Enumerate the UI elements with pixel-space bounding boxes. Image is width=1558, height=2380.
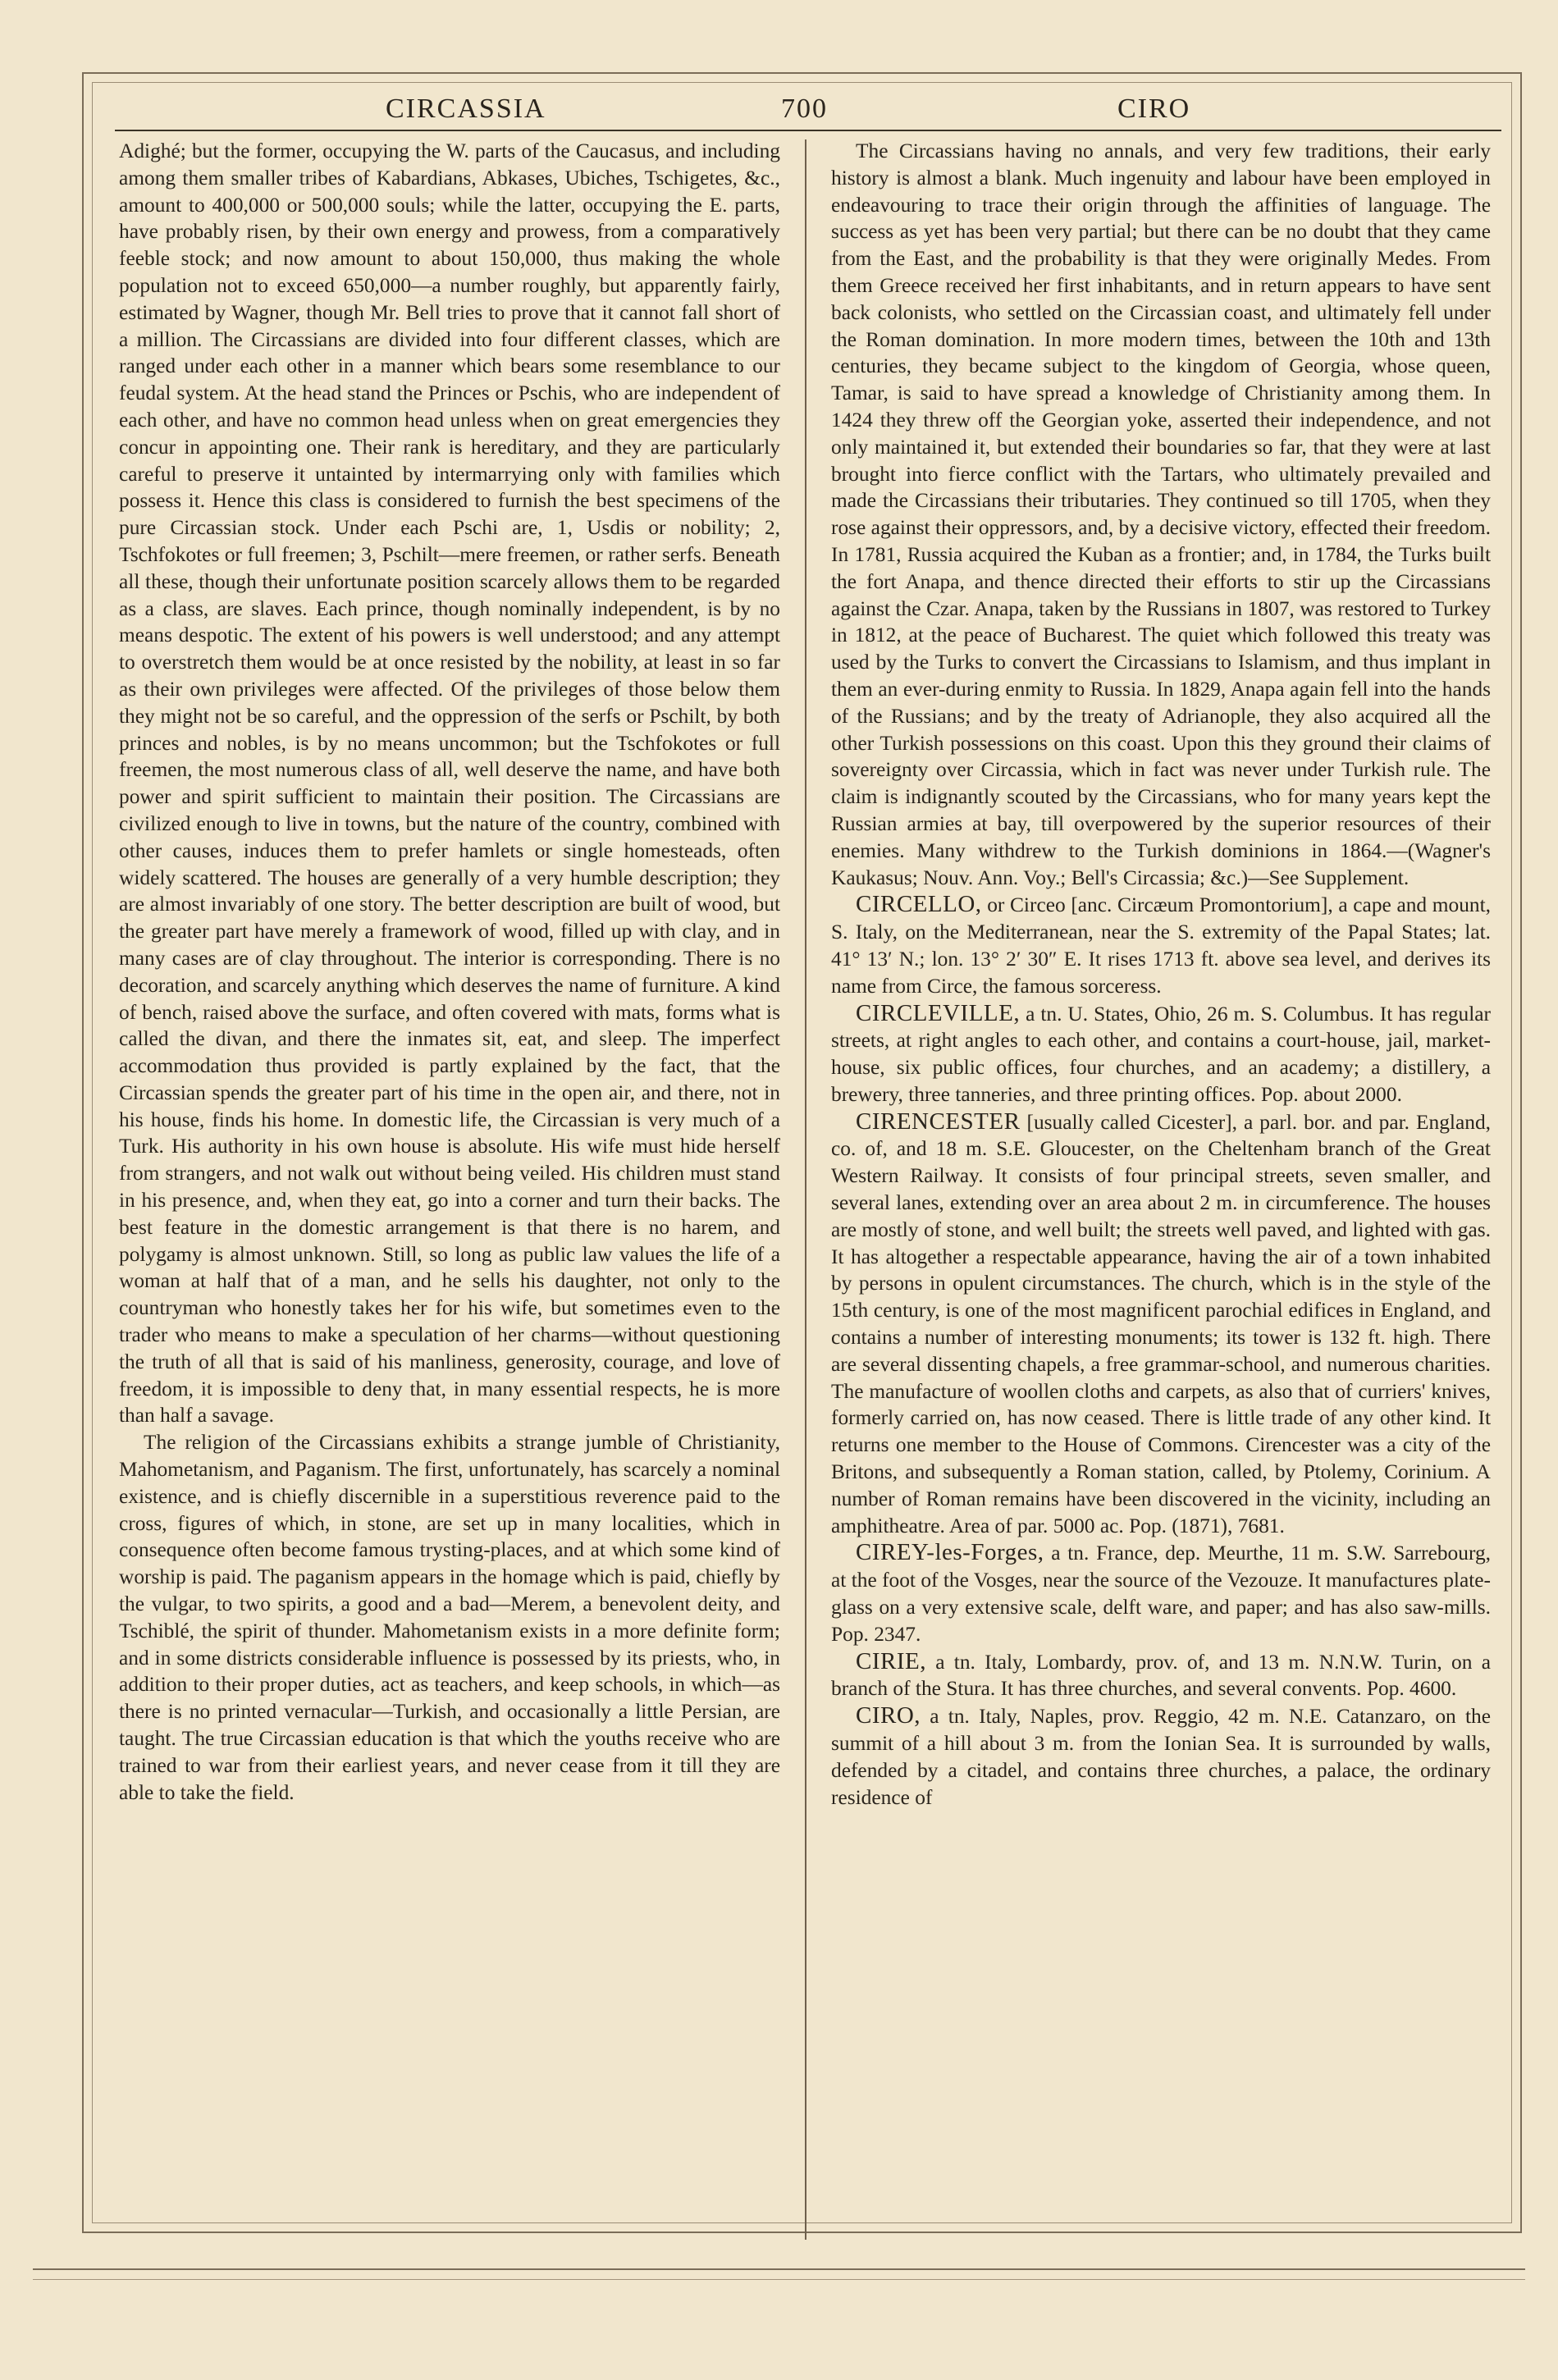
running-header [115, 94, 1493, 135]
entry-cirie [831, 1648, 1491, 1703]
paragraph-circassian-history: The Circassians having no annals, and very few traditions, their early history is almost a blank. Much ingenuity and labour have been employed in endeavouring to trace their origin through the affinities of language. The success as yet has been very partial; but there can be no doubt that they came from the East, and the probability is that they were originally Medes. From them Greece received her first inhabitants, and in return appears to have sent back colonists, who settled on the Circassian coast, and ultimately fell under the Roman domination. In more modern times, between the 10th and 13th centuries, they became subject to the kingdom of Georgia, whose queen, Tamar, is said to have spread a knowledge of Christianity among them. In 1424 they threw off the Georgian yoke, asserted their independence, and not only maintained it, but extended their boundaries so far, that they were at last brought into fierce conflict with the Tartars, who ultimately prevailed and made the Circassians their tributaries. They continued so till 1705, when they rose against their oppressors, and, by a decisive victory, effected their freedom. In 1781, Russia acquired the Kuban as a frontier; and, in 1784, the Turks built the fort Anapa, and thence directed their efforts to stir up the Circassians against the Czar. Anapa, taken by the Russians in 1807, was restored to Turkey in 1812, at the peace of Bucharest. The quiet which followed this treaty was used by the Turks to convert the Circassians to Islamism, and thus implant in them an ever-during enmity to Russia. In 1829, Anapa again fell into the hands of the Russians; and by the treaty of Adrianople, they also acquired all the other Turkish possessions on this coast. Upon this they ground their claims of sovereignty over Circassia, which in fact was never under Turkish rule. The claim is indignantly scouted by the Circassians, who for many years kept the Russian armies at bay, till overpowered by the superior resources of their enemies. Many withdrew to the Turkish dominions in 1864.—(Wagner's Kaukasus; Nouv. Ann. Voy.; Bell's Circassia; &c.)—See Supplement. [831, 139, 1491, 889]
header-right-word: CIRO [1117, 94, 1191, 124]
entry-cirencester [831, 1108, 1491, 1540]
headword-cirencester: CIRENCESTER [856, 1108, 1021, 1135]
headword-cirie: CIRIE, [856, 1647, 926, 1674]
bottom-rule [33, 2268, 1525, 2270]
headword-circello: CIRCELLO, [856, 891, 982, 918]
right-column [831, 138, 1491, 2230]
entry-cirencester-body: [usually called Cicester], a parl. bor. and par. England, co. of, and 18 m. S.E. Gloucester, on the Cheltenham branch of the Great Western Railway. It consists of four principal streets, seven smaller, and several lanes, extending over an area about 2 m. in circumference. The houses are mostly of stone, and well built; the streets well paved, and lighted with gas. It has altogether a respectable appearance, having the air of a town inhabited by persons in opulent circumstances. The church, which is in the style of the 15th century, is one of the most magnificent parochial edifices in England, and contains a number of interesting monuments; its tower is 132 ft. high. There are several dissenting chapels, a free grammar-school, and numerous charities. The manufacture of woollen cloths and carpets, as also that of curriers' knives, formerly carried on, has now ceased. There is little trade of any other kind. It returns one member to the House of Commons. Cirencester was a city of the Britons, and subsequently a Roman station, called, by Ptolemy, Corinium. A number of Roman remains have been discovered in the vicinity, including an amphitheatre. Area of par. 5000 ac. Pop. (1871), 7681. [831, 1110, 1491, 1537]
header-left-word: CIRCASSIA [386, 94, 546, 124]
entry-circleville-body: a tn. U. States, Ohio, 26 m. S. Columbus. It has regular streets, at right angles to each other, and contains a court-house, jail, market-house, six public offices, four churches, and an academy; a distillery, a brewery, three tanneries, and three printing offices. Pop. about 2000. [831, 1002, 1491, 1106]
header-rule [115, 130, 1501, 131]
entry-circleville [831, 1000, 1491, 1108]
entry-ciro [831, 1702, 1491, 1811]
headword-cirey: CIREY-les-Forges, [856, 1539, 1044, 1566]
bottom-rule-thin [33, 2279, 1525, 2280]
left-column [119, 138, 780, 2230]
page-number: 700 [781, 94, 828, 124]
paragraph-circassian-religion: The religion of the Circassians exhibits a strange jumble of Christianity, Mahometanism, and Paganism. The first, unfortunately, has scarcely a nominal existence, and is chiefly discernible in a superstitious reverence paid to the cross, figures of which, in stone, are set up in many localities, which in consequence often become famous trysting-places, and at which some kind of worship is paid. The paganism appears in the homage which is paid, chiefly by the vulgar, to two spirits, a good and a bad—Merem, a benevolent deity, and Tschiblé, the spirit of thunder. Mahometanism exists in a more definite form; and in some districts considerable influence is possessed by its priests, who, in addition to their proper duties, act as teachers, and keep schools, in which—as there is no printed vernacular—Turkish, and occasionally a little Persian, are taught. The true Circassian education is that which the youths receive who are trained to war from their earliest years, and never cease from it till they are able to take the field. [119, 1431, 780, 1804]
entry-cirey-body: a tn. France, dep. Meurthe, 11 m. S.W. Sarrebourg, at the foot of the Vosges, near the source of the Vezouze. It manufactures plate-glass on a very extensive scale, delft ware, and paper; and has also saw-mills. Pop. 2347. [831, 1542, 1491, 1646]
entry-ciro-body: a tn. Italy, Naples, prov. Reggio, 42 m. N.E. Catanzaro, on the summit of a hill about 3 m. from the Ionian Sea. It is surrounded by walls, defended by a citadel, and contains three churches, a palace, the ordinary residence of [831, 1705, 1491, 1809]
entry-cirey [831, 1539, 1491, 1647]
paragraph-circassian-classes: Adighé; but the former, occupying the W. parts of the Caucasus, and including among them smaller tribes of Kabardians, Abkases, Ubiches, Tschigetes, &c., amount to 400,000 or 500,000 souls; while the latter, occupying the E. parts, have probably risen, by their own energy and prowess, from a comparatively feeble stock; and now amount to about 150,000, thus making the whole population not to exceed 650,000—a number roughly, but apparently fairly, estimated by Wagner, though Mr. Bell tries to prove that it cannot fall short of a million. The Circassians are divided into four different classes, which are ranged under each other in a manner which bears some resemblance to our feudal system. At the head stand the Princes or Pschis, who are independent of each other, and have no common head unless when on great emergencies they concur in appointing one. Their rank is hereditary, and they are particularly careful to preserve it untainted by intermarrying only with families which possess it. Hence this class is considered to furnish the best specimens of the pure Circassian stock. Under each Pschi are, 1, Usdis or nobility; 2, Tschfokotes or full freemen; 3, Pschilt—mere freemen, or rather serfs. Beneath all these, though their unfortunate position scarcely allows them to be regarded as a class, are slaves. Each prince, though nominally independent, is by no means despotic. The extent of his powers is well understood; and any attempt to overstretch them would be at once resisted by the nobility, at least in so far as their own privileges were affected. Of the privileges of those below them they might not be so careful, and the oppression of the serfs or Pschilt, by both princes and nobles, is by no means uncommon; but the Tschfokotes or full freemen, the most numerous class of all, well deserve the name, and have both power and spirit sufficient to maintain their position. The Circassians are civilized enough to live in towns, but the nature of the country, combined with other causes, induces them to prefer hamlets or single homesteads, often widely scattered. The houses are generally of a very humble description; they are almost invariably of one story. The better description are built of wood, but the greater part have merely a framework of wood, filled up with clay, and in many cases are of clay throughout. The interior is corresponding. There is no decoration, and scarcely anything which deserves the name of furniture. A kind of bench, raised above the surface, and often covered with mats, forms what is called the divan, and there the inmates sit, eat, and sleep. The imperfect accommodation thus provided is partly explained by the fact, that the Circassian spends the greater part of his time in the open air, and there, not in his house, finds his home. In domestic life, the Circassian is very much of a Turk. His authority in his own house is absolute. His wife must hide herself from strangers, and not walk out without being veiled. His children must stand in his presence, and, when they eat, go into a corner and turn their backs. The best feature in the domestic arrangement is that there is no harem, and polygamy is almost unknown. Still, so long as public law values the life of a woman at half that of a man, and he sells his daughter, not only to the countryman who honestly takes her for his wife, but sometimes even to the trader who means to make a speculation of her charms—without questioning the truth of all that is said of his manliness, generosity, courage, and love of freedom, it is impossible to deny that, in many essential respects, he is more than half a savage. [119, 139, 780, 1428]
headword-ciro: CIRO, [856, 1702, 921, 1729]
column-divider [805, 139, 806, 2240]
entry-cirie-body: a tn. Italy, Lombardy, prov. of, and 13 m. N.N.W. Turin, on a branch of the Stura. It has three churches, and several convents. Pop. 4600. [831, 1650, 1491, 1701]
entry-circello [831, 891, 1491, 999]
headword-circleville: CIRCLEVILLE, [856, 999, 1021, 1026]
entry-circello-body: or Circeo [anc. Circæum Promontorium], a cape and mount, S. Italy, on the Mediterranean, near the S. extremity of the Papal States; lat. 41° 13′ N.; lon. 13° 2′ 30″ E. It rises 1713 ft. above sea level, and derives its name from Circe, the famous sorceress. [831, 893, 1491, 998]
